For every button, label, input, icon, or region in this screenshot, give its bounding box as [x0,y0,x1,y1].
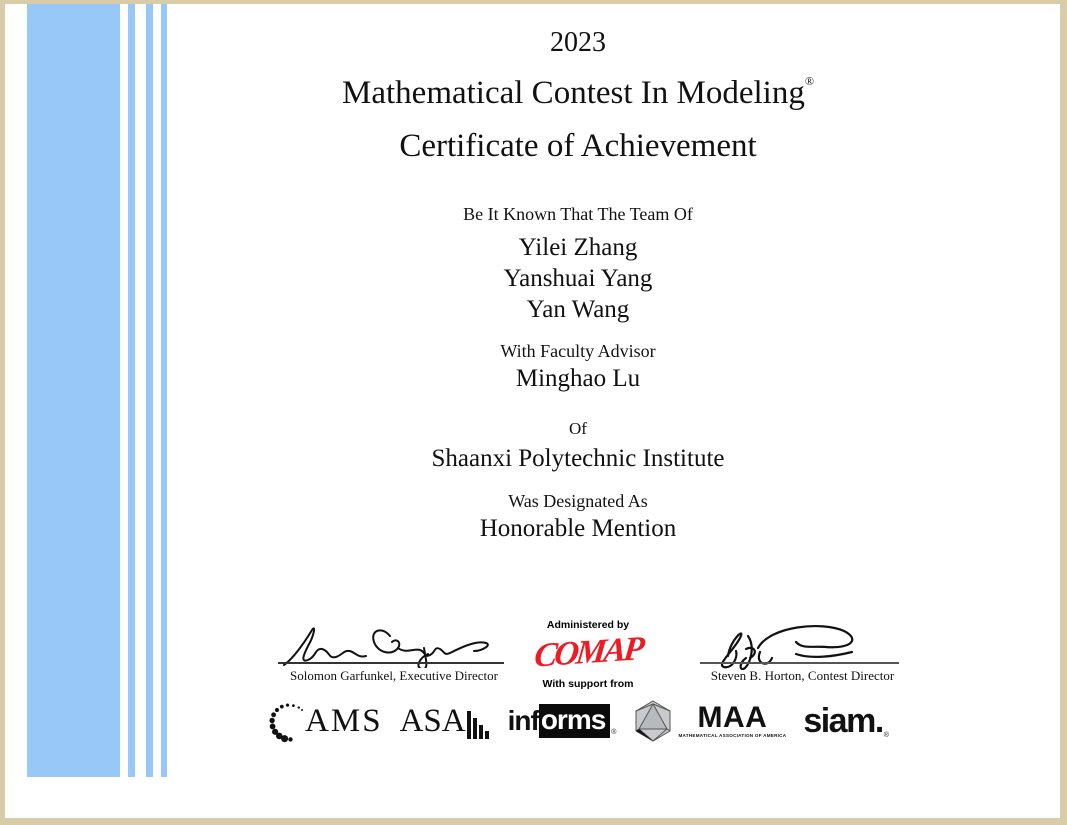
garfunkel-signature-icon [278,618,498,668]
siam-period: . [874,701,883,740]
of-label: Of [569,419,587,438]
maa-subtext: MATHEMATICAL ASSOCIATION OF AMERICA [678,732,787,738]
asa-wordmark: ASA [399,702,466,739]
contest-director-signature-block [700,616,905,696]
maa-wordmark: MAA [697,701,768,735]
siam-logo [803,702,889,741]
informs-logo [508,704,617,738]
certificate-subtitle: Certificate of Achievement [399,128,757,164]
left-stripe-thin-3 [161,4,167,777]
left-stripe-band [27,4,120,777]
team-intro: Be It Known That The Team Of [463,204,693,224]
siam-registered-mark: ® [883,731,889,739]
team-member-3: Yan Wang [526,296,630,323]
ams-logo [267,698,383,744]
contest-director-name: Steven B. Horton, Contest Director [710,668,895,683]
administered-by-label: Administered by [546,619,630,631]
signature-line [278,662,504,664]
comap-block [518,619,658,690]
maa-logo [633,700,786,742]
certificate-sheet [5,4,1060,818]
maa-text-column [678,701,787,738]
contest-title [170,74,986,112]
left-stripe-thin-2 [146,4,153,777]
with-support-from-label: With support from [542,678,634,690]
informs-boxed-text: orms [539,704,610,738]
executive-director-signature-block [278,616,510,696]
advisor-name: Minghao Lu [515,365,641,392]
maa-icosahedron-icon [633,700,673,742]
team-member-2: Yanshuai Yang [503,265,653,292]
contest-title-text: Mathematical Contest In Modeling [342,75,805,111]
informs-registered-mark: ® [611,729,617,736]
ams-dots-icon [267,698,309,744]
team-members [170,232,986,325]
registered-trademark: ® [804,74,814,88]
informs-prefix: inf [507,705,539,736]
advisor-intro: With Faculty Advisor [500,341,656,361]
designation-intro: Was Designated As [508,491,648,511]
comap-logo: COMAP [532,630,644,675]
institution-name: Shaanxi Polytechnic Institute [431,445,725,472]
designation: Honorable Mention [479,515,677,542]
asa-bars-icon [467,711,491,743]
sponsor-logos-row [170,696,986,746]
executive-director-name: Solomon Garfunkel, Executive Director [290,668,498,683]
team-member-1: Yilei Zhang [518,234,638,261]
year: 2023 [550,27,606,58]
ams-wordmark: AMS [305,702,383,739]
asa-logo [400,703,491,740]
left-stripe-thin-1 [128,4,135,777]
signature-line [700,662,899,664]
siam-wordmark: siam [803,701,875,740]
